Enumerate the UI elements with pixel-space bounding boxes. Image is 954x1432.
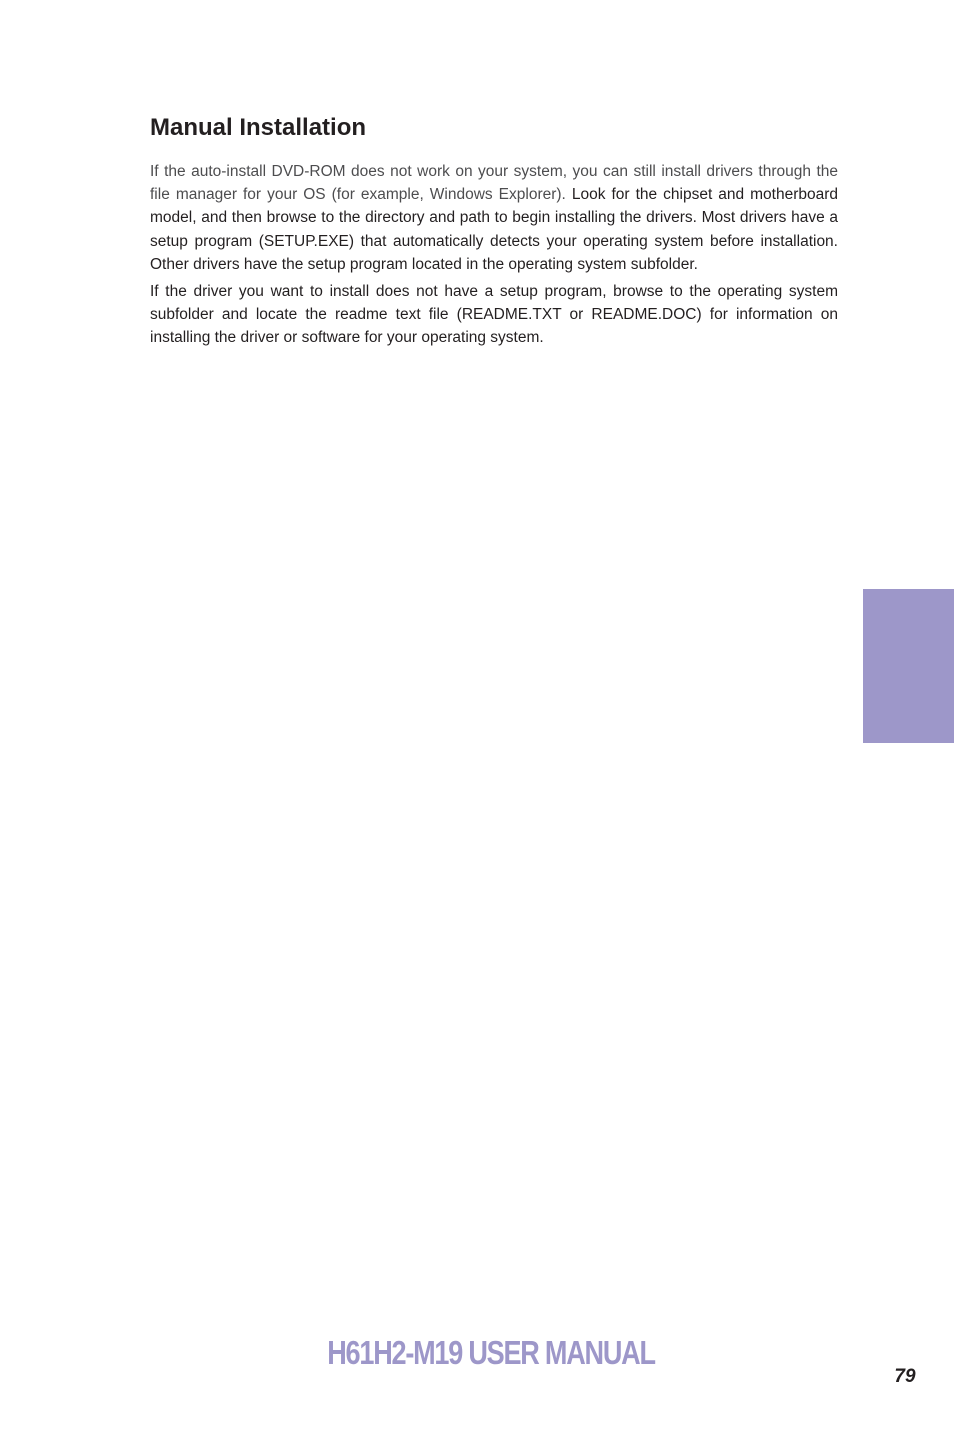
paragraph-1-rest: Look for the chipset and motherboard model, and then browse to the directory and path to begin installing the drivers. Most drivers have a setup program (SETUP.EXE) that automatically detects your operating system before installation. Other drivers have the setup program located in the operating system subfolder. — [150, 186, 839, 273]
manual-title: H61H2-M19 USER MANUAL — [327, 1334, 655, 1371]
section-title: Manual Installation — [150, 114, 367, 141]
page-content — [150, 110, 838, 354]
paragraph-1-lead: If the auto-install DVD-ROM does not work on your system, you can still install drivers through the file manager for your OS (for example, Windows Explorer). — [150, 163, 838, 204]
page-number: 79 — [894, 1366, 916, 1387]
chapter-side-tab — [863, 589, 954, 743]
paragraph-2: If the driver you want to install does not have a setup program, browse to the operating system subfolder and locate the readme text file (README.TXT or README.DOC) for information on installing the driver or software for your operating system. — [150, 283, 838, 347]
paragraph-1 — [150, 160, 838, 276]
